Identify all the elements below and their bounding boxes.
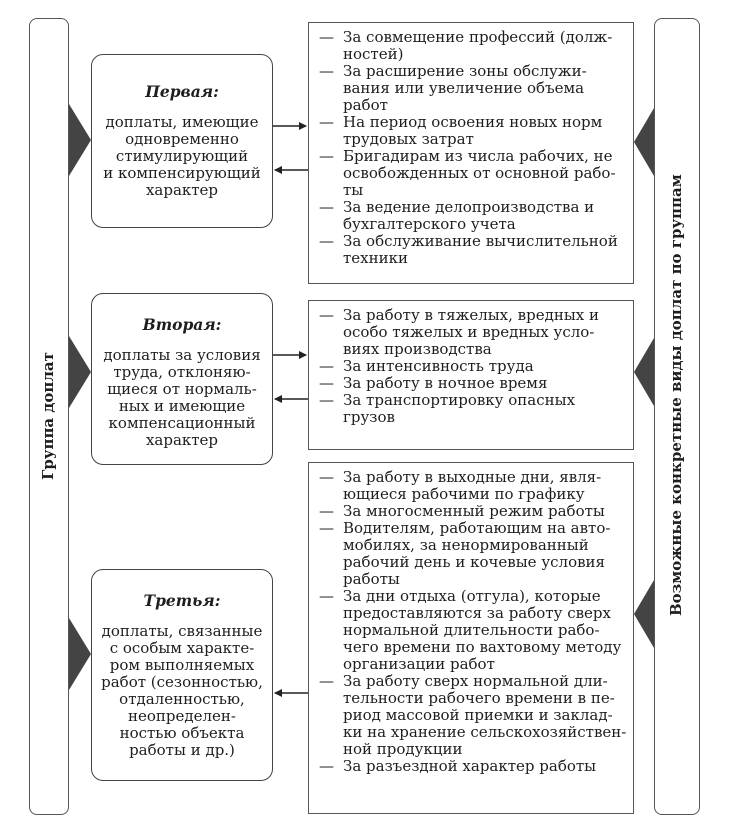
list-item: — За дни отдыха (отгула), которые предоставляются за работу сверх нормальной длительности рабо- чего времени по вахтовому методу организации работ xyxy=(319,587,622,673)
list-item: — За работу в ночное время xyxy=(319,374,548,392)
group-title: Третья: xyxy=(143,591,221,610)
list-item: — На период освоения новых норм трудовых затрат xyxy=(319,113,603,148)
group-description: доплаты, связанные с особым характе- ром выполняемых работ (сезонностью, отдаленностью, неопределен- ностью объекта работы и др.) xyxy=(101,622,263,759)
list-item: — За совмещение профессий (долж- ностей) xyxy=(319,28,613,63)
list-item: — За многосменный режим работы xyxy=(319,502,605,520)
list-item: — За работу сверх нормальной дли- тельности рабочего времени в пе- риод массовой приемки и заклад- ки на хранение сельскохозяйствен- ной продукции xyxy=(319,672,627,758)
group-description: доплаты, имеющие одновременно стимулирующий и компенсирующий характер xyxy=(103,113,261,199)
list-item: — Бригадирам из числа рабочих, не освобожденных от основной рабо- ты xyxy=(319,147,616,199)
list-item: — За работу в тяжелых, вредных и особо тяжелых и вредных усло- виях производства xyxy=(319,306,599,358)
group-column-label: Группа доплат xyxy=(39,352,57,480)
list-item: — Водителям, работающим на авто- мобилях, за ненормированный рабочий день и кочевые условия работы xyxy=(319,519,611,588)
group-description: доплаты за условия труда, отклоняю- щиеся от нормаль- ных и имеющие компенсационный характер xyxy=(103,346,261,449)
list-item: — За ведение делопроизводства и бухгалтерского учета xyxy=(319,198,595,233)
list-item: — За расширение зоны обслужи- вания или увеличение объема работ xyxy=(319,62,587,114)
list-item: — За разъездной характер работы xyxy=(319,757,597,775)
types-column-label: Возможные конкретные виды доплат по группам xyxy=(667,174,685,616)
list-item: — За работу в выходные дни, явля- ющиеся рабочими по графику xyxy=(319,468,602,503)
list-item: — За обслуживание вычислительной техники xyxy=(319,232,618,267)
list-item: — За транспортировку опасных грузов xyxy=(319,391,576,426)
group-title: Вторая: xyxy=(142,315,222,334)
list-item: — За интенсивность труда xyxy=(319,357,534,375)
group-title: Первая: xyxy=(145,82,219,101)
